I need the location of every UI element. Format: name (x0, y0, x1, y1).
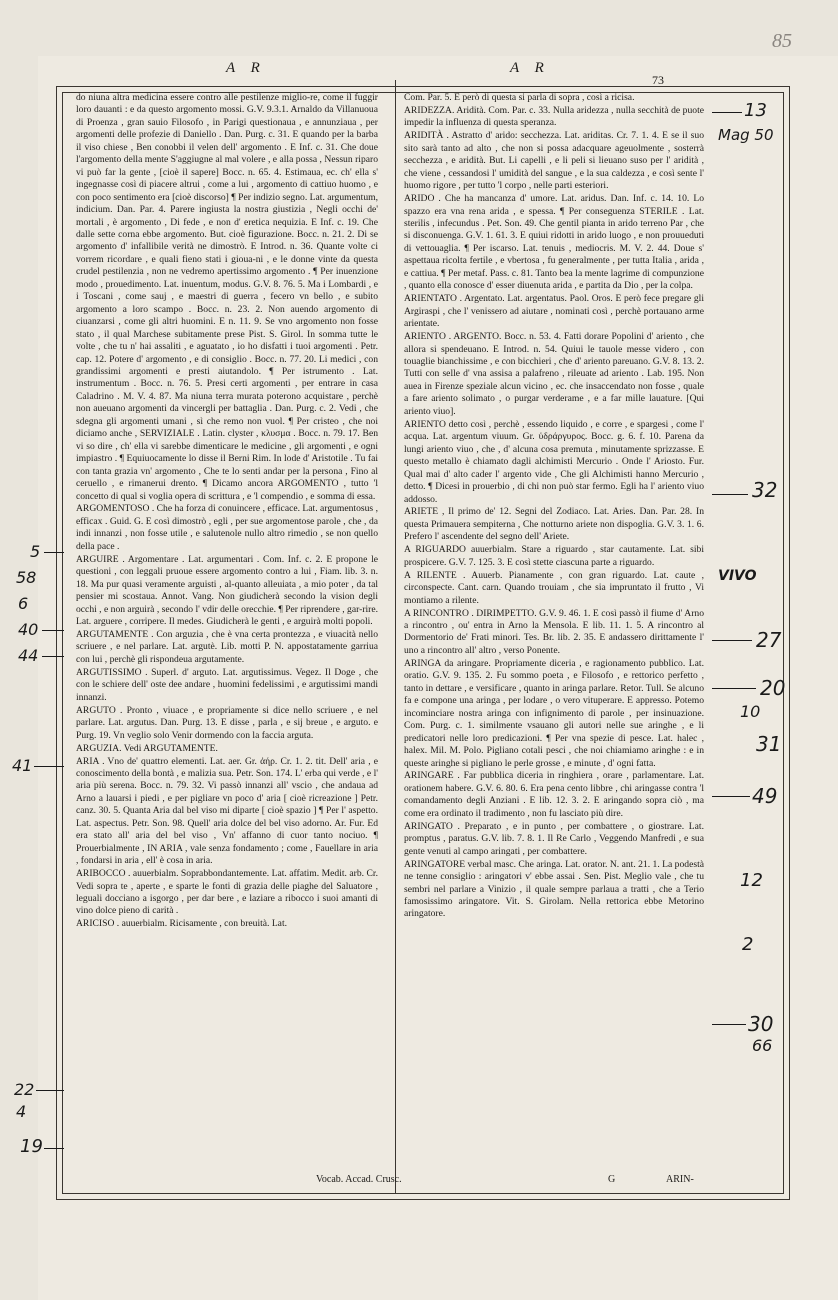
margin-tick (42, 630, 64, 631)
entry-aringato: ARINGATO . Preparato , e in punto , per combattere , o giostrare. Lat. promptus , paratus. G.V. lib. 7. 8. 1. Il Re Carlo , Veggendo Manfredi , e sua gente venuti al campo aringati , per combattere. (404, 820, 704, 857)
margin-note: 40 (18, 620, 39, 639)
page-number: 73 (652, 73, 664, 87)
margin-note: 4 (16, 1102, 27, 1121)
margin-note: VIVO (718, 568, 757, 584)
margin-note: 13 (744, 100, 767, 121)
margin-note: 5 (30, 542, 41, 561)
entry-argutissimo: ARGUTISSIMO . Superl. d' arguto. Lat. argutissimus. Vegez. Il Doge , che con le schiere dell' oste dee andare , huomini fedelissimi , e argutissimi mandi innanzi. (76, 666, 378, 703)
footer-catchword: ARIN- (666, 1174, 694, 1185)
entry-aridezza: ARIDEZZA. Aridità. Com. Par. c. 33. Nulla aridezza , nulla secchità de puote impedir la influenza di questa speranza. (404, 104, 704, 129)
margin-note: 66 (752, 1036, 773, 1055)
footer-signature: G (608, 1174, 616, 1185)
entry-argomento: do niuna altra medicina essere contro alle pestilenze miglio-re, come il fuggir loro dauanti : e da questo argomento mossi. G.V. 9.3.1. Arnaldo da Villanuoua di Proenza , gran sauio Filosofo , in Parigi questionaua , e annunziaua , per argomenti delle profezie di Daniello . Dan. Purg. c. 31. E quando per la barba il viso chiese , Ben conobbi il velen dell' argomento . E Inf. c. 31. Che doue l'argomento della mente S'aggiugne al mal volere , e alla possa , Nessun riparo vi può far la gente , [cioè il sapere] Bocc. n. 65. 4. Estimaua, ec. ch' ella s' ingegnasse così di piacere altrui , come a lui , argomento di cattiuo huomo , e con poco sentimento era [cioè discorso] ¶ Per indizio segno. Lat. argumentum, indicium. Dan. Par. 4. Parere ingiusta la nostra giustizia , Negli occhi de' mortali , è argomento , Di fede , e non d' eretica nequizia. E Inf. c. 19. Che dalle sette corna ebbe argomento. But. cioè figurazione. Bocc. n. 21. 2. Di se argomento d' infallibile verità ne dimostrò. E Introd. n. 36. Quante volte ci vorrem ricordare , e quali fieno stati i gioua-ni , e le donne vinte da questa crudel pestilenzia , non ne vedremo apertissimo argomento . ¶ Per inuenzione modo , prouedimento. Lat. inuentum, modus. G.V. 8. 76. 5. Ma i Lombardi , e i Toscani , come sauj , e maestri di guerra , fecero vn bello , e subito argomento a loro scampo . Bocc. n. 23. 2. Non auendo argomento di ciuanzarsi , come gli altri huomini. E n. 11. 9. Se vno argomento non fosse stato , il qual Marchese subitamente prese Pist. S. Girol. In somma tutte le volte , che tu n' hai assaliti , e aguatato , io ho disfatti i tuoi argomenti . Petr. cap. 12. Potere d' argomento , e di consiglio . Bocc. n. 77. 20. Li medici , con grandissimi argomenti e presti aiutandolo. ¶ Per istrumento . Lat. instrumentum . Bocc. n. 76. 5. Presi certi argomenti , per entrare in casa Caladrino . M. V. 4. 87. Ma niuna terra murata poterono acquistare , perchè non aueuano argomenti da vincergli per battaglia . Dan. Purg. c. 2. Vedi , che sdegna gli argomenti umani , sì che remo non vuol. ¶ Per cristeo , che noi diciamo anche , SERVIZIALE . Latin. clyster , κλυσμα . Bocc. n. 79. 17. Ben vi so dire , ch' ella vi sarebbe dimenticare le medicine , gli argomenti , e ogni impiastro . ¶ Equiuocamente lo disse il Berni Rim. In lode d' Aristotile . Tu fai con tanta grazia vn' argomento , Che te lo senti andar per la persona , Fino al ceruello , e rimanerui drento. ¶ Dicamo ancora ARGOMENTO , tutto 'l concetto di qual si voglia opera di scrittura , e 'l compendio , e somma di essa. (76, 92, 378, 502)
margin-tick (44, 552, 64, 553)
margin-note: 41 (12, 756, 33, 775)
entry-aria: ARIA . Vno de' quattro elementi. Lat. aer. Gr. ἀήρ. Cr. 1. 2. tit. Dell' aria , e conoscimento della bontà , e malizia sua. Petr. Son. 174. L' erba qui verde , e l' aria più serena. Bocc. n. 79. 32. Vi passò innanzi all' vscio , che andaua ad Arno a lauarsi i piedi , e per pigliare vn poco d' aria [ cioè ricreazione ] Petr. canz. 30. 5. Quanta Aria dal bel viso mi diparte [ cioè spazio ] ¶ Per l' aspetto. Lat. aspectus. Petr. Son. 98. Quell' aria dolce del bel viso adorno. Ar. Fur. Ed era stato all' aria del bel viso , Vn' affanno di cuor tanto nociuo. ¶ Prouerbialmente , IN ARIA , vale senza fondamento ; come , Fauellare in aria , fondarsi in aria , ell' è cosa in aria. (76, 755, 378, 867)
entry-aringatore: ARINGATORE verbal masc. Che aringa. Lat. orator. N. ant. 21. 1. La podestà ne tenne consiglio : aringatori v' ebbe assai . Sen. Pist. Meglio vale , che tu sembri nel parlare a Vinizio , il quale sempre parlaua a tratti , che a Terio famosissimo aringatore. Vit. S. Girolam. Nella rettorica ebbe Metorino aringatore. (404, 858, 704, 920)
entry-aridita: ARIDITÀ . Astratto d' arido: secchezza. Lat. ariditas. Cr. 7. 1. 4. E se il suo sito sarà tanto ad alto , che non si possa adacquare ageuolmente , sosterrà secchezza , e aridità. But. Li capelli , e li peli si lieuano suso per l' aridità , che viene , cessandosi l' umidità del sangue , e la sua caldezza , e così sente l' huomo rigore , per tutto 'l corpo , nelle parti esteriori. (404, 130, 704, 192)
margin-note: 12 (740, 870, 763, 891)
footer-title: Vocab. Accad. Crusc. (316, 1174, 402, 1185)
margin-note: 6 (18, 594, 29, 613)
margin-note: 44 (18, 646, 39, 665)
margin-note: 30 (748, 1012, 774, 1036)
margin-tick (712, 494, 748, 495)
entry-ariento: ARIENTO . ARGENTO. Bocc. n. 53. 4. Fatti dorare Popolini d' ariento , che allora si spendeuano. E Introd. n. 54. Quiui le tauole messe videro , con touaglie bianchissime , e con bicchieri , che d' ariento pareuano. G.V. 8. 13. 2. Tutti con selle d' vna assisa a palafreno , rileuate ad ariento . Lab. 195. Non auea in Firenze speziale alcun vicino , ec. che insaccendato non fosse , quale a fare ariento solimato , o purgar verderame , e a far mille lauature. [Qui ariento viuo]. (404, 331, 704, 417)
entry-ariete: ARIETE , Il primo de' 12. Segni del Zodiaco. Lat. Aries. Dan. Par. 28. In questa Primauera sempiterna , Che notturno ariete non dispoglia. G.V. 3. 1. 6. Prefero l' ascendente del segno dell' Ariete. (404, 506, 704, 543)
margin-note: 32 (752, 478, 778, 502)
margin-tick (712, 796, 750, 797)
entry-ariciso: ARICISO . auuerbialm. Ricisamente , con breuità. Lat. (76, 918, 288, 930)
entry-a-rincontro: A RINCONTRO . DIRIMPETTO. G.V. 9. 46. 1. E così passò il fiume d' Arno a rincontro , ou' entra in Arno la Mensola. E lib. 11. 1. 5. A rincontro al Dormentorio de' Frati minori. Tes. Br. lib. 2. 35. E andassero dirittamente l' uno a rincontro all' altro , verso Ponente. (404, 607, 704, 656)
running-head-right: A R (510, 60, 550, 76)
entry-argomentoso: ARGOMENTOSO . Che ha forza di conuincere , efficace. Lat. argumentosus , efficax . Guid. G. E così dimostrò , egli , per sue argomentose parole , che , da indi innanzi , non fosse utile , e salutenole nullo altro rimedio , se non quello della pace . (76, 503, 378, 552)
entry-ariento-viuo: ARIENTO detto così , perchè , essendo liquido , e corre , e spargesi , come l' acqua. Lat. argentum viuum. Gr. ὑδράργυρος. Bocc. g. 6. f. 10. Parena da lungi ariento viuo , che , d' alcuna cosa premuta , minutamente sprizzasse. E questo metallo è chiamato dagli alchimisti Mercurio . Onde l' Ariosto. Fur. Qual mai d' alto cader l' argento vide , Che gli Alchimisti hanno Mercurio , detto. ¶ Dicesi in prouerbio , di chi non può star fermo. Egli ha l' ariento viuo addosso. (404, 418, 704, 505)
running-head-left: A R (226, 60, 266, 76)
margin-note: 22 (14, 1080, 35, 1099)
entry-arido: ARIDO . Che ha mancanza d' umore. Lat. aridus. Dan. Inf. c. 14. 10. Lo spazzo era vna rena arida , e spessa. ¶ Per conseguenza STERILE . Lat. sterilis , infecundus . Pet. Son. 49. Che gentil pianta in arido terreno Par , che si disconuenga. G.V. 1. 61. 3. E quiui ridotti in arido luogo , e non prouueduti di vettouaglia. ¶ Per iscarso. Lat. tenuis , mediocris. M. V. 2. 44. Doue s' aspettaua ricolta fertile , e vbertosa , fu generalmente , per tutta Italia , arida , e cattiua. ¶ Per metaf. Pass. c. 81. Tanto bea la mente lagrime di compunzione , quanto ella conosce d' esser diuenuta arida , e partita da Dio , per la colpa. (404, 193, 704, 292)
entry-aribocco: ARIBOCCO . auuerbialm. Soprabbondantemente. Lat. affatim. Medit. arb. Cr. Vedi sopra te , aperte , e sparte le fonti di grazia delle piaghe del Saluatore , leguali docciano a isgorgo , per dar bere , e laziare a ribocco i suoi amanti di vino dolce pieno di carità . (76, 868, 378, 917)
margin-tick (44, 1148, 64, 1149)
entry-continuation: Com. Par. 5. E però di questa si parla di sopra , così a ricisa. (404, 92, 635, 103)
margin-note: 2 (742, 934, 754, 955)
entry-aringa: ARINGA da aringare. Propriamente diceria , e ragionamento pubblico. Lat. oratio. G.V. 9. 135. 2. Fu sommo poeta , e Filosofo , e rettorico perfetto , tanto in dettare , e versificare , quanto in aringa parlare. Retor. Tull. Se alcuno fa e compone una aringa , per lodare , o vero vituperare. E appresso. Potemo incominciare nostra aringa con infignimento di parole , per insinuazione. Com. Purg. c. 1. similmente vsauano gli autori nelle sue aringhe , e li predicatori nelle loro predicazioni. ¶ Per vna spezie di pesce. Lat. halec , halex. Mil. M. Polo. Pigliano cotali pesci , che noi chiamiamo aringhe : e in queste aringhe si pigliano le perle grosse , e minute , d' ogni fatta. (404, 657, 704, 769)
entry-arguto: ARGUTO . Pronto , viuace , e propriamente si dice nello scriuere , e nel parlare. Lat. argutus. Dan. Purg. 13. E disse , parla , e sij breue , e arguto. e Purg. 19. Vn veglio solo Venir dormendo con la faccia arguta. (76, 704, 378, 741)
pencil-page-number: 85 (772, 30, 792, 52)
margin-note: 49 (752, 784, 778, 808)
entry-a-riguardo: A RIGUARDO auuerbialm. Stare a riguardo , star cautamente. Lat. sibi prospicere. G.V. 7. 125. 3. E così stette ciascuna parte a riguardo. (404, 544, 704, 568)
margin-tick (712, 112, 742, 113)
margin-note: 58 (16, 568, 37, 587)
column-divider (395, 80, 396, 1194)
entry-arguire: ARGUIRE . Argomentare . Lat. argumentari . Com. Inf. c. 2. E propone le questioni , con leggali pruoue essere argomento contro a lui , Fiam. lib. 3. n. 18. Ma pur quasi veramente arguisti , al-quanto alleuiata , a mio poter , da tal pensier mi scostaua. Annot. Vang. Non giudicherà secondo la vision degli occhi , e non arguirà , secondo l' vdir delle orecchie. ¶ Per riprendere , gar-rire. Lat. arguere , corripere. Il medes. Giudicherà le genti , e arguirà molti popoli. (76, 553, 378, 628)
entry-argutamente: ARGUTAMENTE . Con arguzia , che è vna certa prontezza , e viuacità nello scriuere , e nel parlare. Lat. argutè. Lib. motti P. N. appostatamente garriua con lui , perchè gli rispondeua argutamente. (76, 628, 378, 665)
margin-note: Mag 50 (718, 126, 774, 144)
margin-note: 20 (760, 676, 786, 700)
margin-note: 19 (20, 1136, 43, 1157)
entry-arguzia: ARGUZIA. Vedi ARGUTAMENTE. (76, 742, 218, 754)
entry-a-rilente: A RILENTE . Auuerb. Pianamente , con gran riguardo. Lat. caute , circonspecte. Cant. carn. Quando trouiam , che sia impruntato il frutto , Vi montiamo a rilente. (404, 569, 704, 606)
margin-tick (34, 766, 64, 767)
right-column (404, 92, 704, 1192)
margin-note: 31 (756, 732, 782, 756)
left-column (76, 92, 378, 1192)
margin-tick (712, 1024, 746, 1025)
margin-note: 27 (756, 628, 782, 652)
margin-tick (42, 656, 64, 657)
entry-aringare: ARINGARE . Far pubblica diceria in ringhiera , orare , parlamentare. Lat. orationem habere. G.V. 6. 80. 6. Era pena cento libbre , chi aringasse contra 'l comandamento degli Anziani . E lib. 12. 3. 2. E aringando sopra ciò , ma come era ordinato il tradimento , non fu lasciato più dire. (404, 770, 704, 819)
margin-tick (712, 688, 756, 689)
margin-tick (36, 1090, 64, 1091)
entry-arientato: ARIENTATO . Argentato. Lat. argentatus. Paol. Oros. E però fece pregare gli Argiraspi , che l' venissero ad aiutare , nominati così , perchè portauano arme arientate. (404, 293, 704, 330)
margin-tick (712, 640, 752, 641)
margin-note: 10 (740, 702, 761, 721)
